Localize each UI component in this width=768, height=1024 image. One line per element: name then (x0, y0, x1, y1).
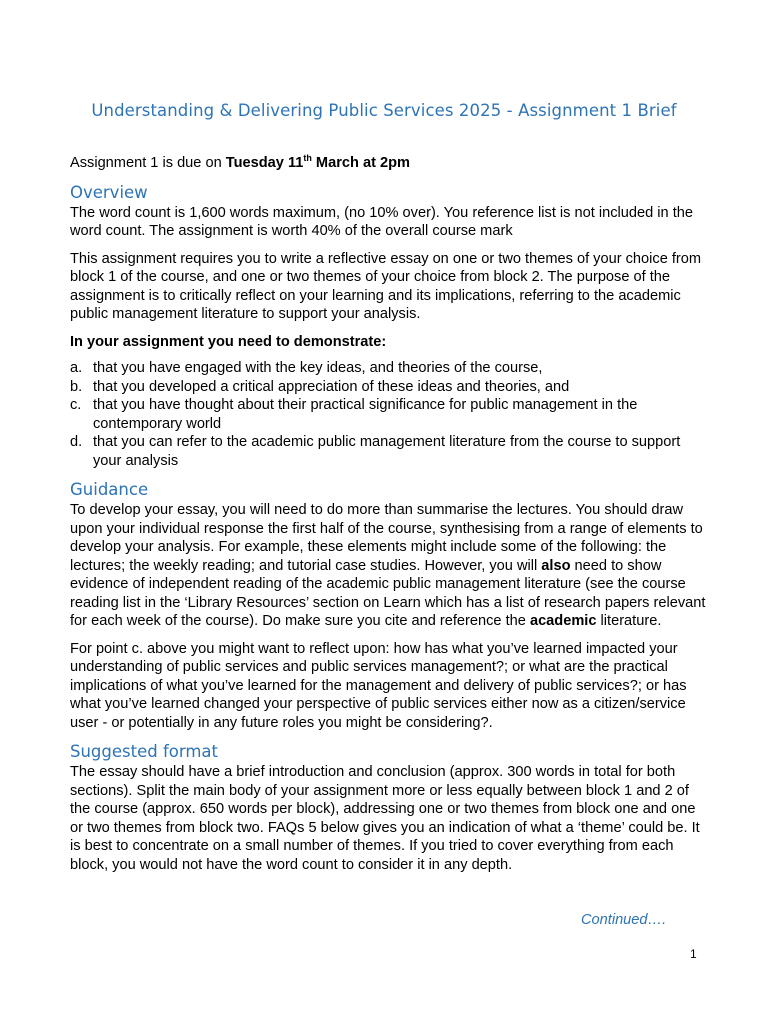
list-item (70, 359, 710, 378)
due-prefix: Assignment 1 is due on (70, 155, 226, 171)
demonstrate-list (70, 359, 710, 470)
page-number: 1 (690, 947, 697, 961)
continued-note: Continued…. (581, 912, 667, 928)
guidance-text: need to show evidence of independent reading of the academic public management literature (see the course reading list in the ‘Library Resources’ section on Learn which has a list of research papers relevant for each week of the course). Do make sure you cite and reference the (70, 557, 706, 629)
demonstrate-heading: In your assignment you need to demonstrate: (70, 333, 387, 350)
list-item-text: that you have thought about their practical significance for public management in the contemporary world (93, 397, 638, 432)
guidance-heading: Guidance (70, 480, 149, 499)
guidance-text: To develop your essay, you will need to do more than summarise the lectures. You should draw upon your individual response the first half of the course, synthesising from a range of elements to develop your analysis. For example, these elements might include some of the following: the lectures; the weekly reading; and tutorial case studies. However, you will (70, 502, 703, 574)
overview-paragraph-1: The word count is 1,600 words maximum, (no 10% over). You reference list is not included in the word count. The assignment is worth 40% of the overall course mark (70, 204, 693, 239)
due-day-suffix: th (303, 153, 312, 164)
list-marker: c. (70, 397, 82, 413)
overview-heading: Overview (70, 182, 148, 202)
due-day: Tuesday 11 (225, 155, 304, 171)
guidance-paragraph-2: For point c. above you might want to reflect upon: how has what you’ve learned impacted your understanding of public services and public services management?; or what are the practical implications of what you’ve learned for the management and delivery of public services?; or has what you’ve learned changed your perspective of public services either now as a citizen/service user - or potentially in any future roles you might be considering?. (70, 640, 687, 731)
document-body (70, 154, 710, 883)
guidance-paragraph-1 (70, 501, 710, 631)
due-date (226, 155, 410, 171)
guidance-text: literature. (596, 613, 662, 629)
list-item (70, 378, 710, 397)
list-item (70, 396, 710, 433)
list-item-text: that you have engaged with the key ideas, and theories of the course, (93, 360, 543, 376)
list-item (70, 433, 710, 470)
due-date-line (70, 154, 710, 173)
guidance-emphasis-also: also (541, 557, 571, 574)
document-title: Understanding & Delivering Public Services 2025 - Assignment 1 Brief (91, 101, 677, 120)
list-item-text: that you developed a critical appreciation of these ideas and theories, and (93, 378, 570, 395)
suggested-format-heading: Suggested format (70, 742, 219, 761)
overview-paragraph-2: This assignment requires you to write a reflective essay on one or two themes of your choice from block 1 of the course, and one or two themes of your choice from block 2. The purpose of the assignment is to critically reflect on your learning and its implications, referring to the academic public management literature to support your analysis. (70, 250, 702, 322)
guidance-emphasis-academic: academic (529, 613, 597, 629)
list-marker: d. (70, 434, 83, 450)
list-marker: a. (70, 360, 83, 376)
list-marker: b. (70, 378, 83, 395)
list-item-text: that you can refer to the academic public management literature from the course to support your analysis (93, 434, 681, 469)
due-time: March at 2pm (311, 155, 411, 171)
suggested-format-paragraph: The essay should have a brief introduction and conclusion (approx. 300 words in total for both sections). Split the main body of your assignment more or less equally between block 1 and 2 of the course (approx. 650 words per block), addressing one or two themes from block one and one or two themes from block two. FAQs 5 below gives you an indication of what a ‘theme’ could be. It is best to concentrate on a small number of themes. If you tried to cover everything from each block, you would not have the word count to consider it in any depth. (70, 764, 700, 873)
